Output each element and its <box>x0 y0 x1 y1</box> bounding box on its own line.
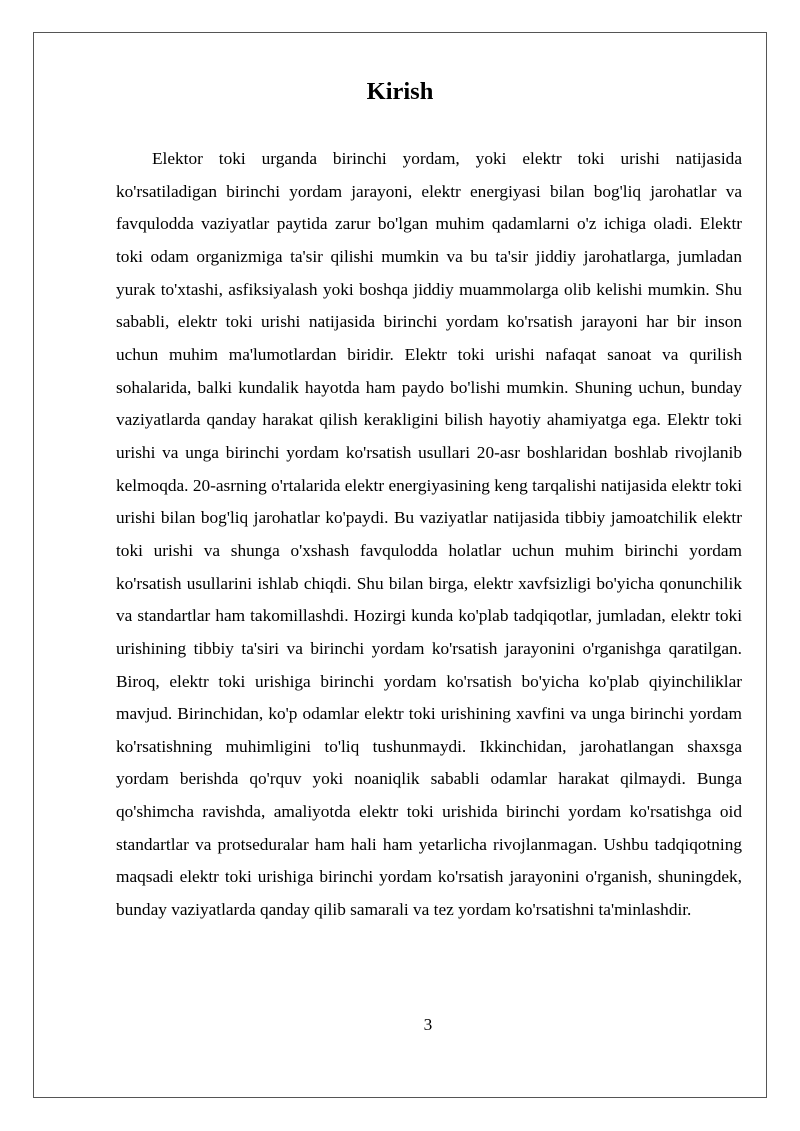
body-paragraph: Elektor toki urganda birinchi yordam, yoki elektr toki urishi natijasida ko'rsatiladigan birinchi yordam jarayoni, elektr energiyasi bilan bog'liq jarohatlar va favqulodda vaziyatlar paytida zarur bo'lgan muhim qadamlarni o'z ichiga oladi. Elektr toki odam organizmiga ta'sir qilishi mumkin va bu ta'sir jiddiy jarohatlarga, jumladan yurak to'xtashi, asfiksiyalash yoki boshqa jiddiy muammolarga olib kelishi mumkin. Shu sababli, elektr toki urishi natijasida birinchi yordam ko'rsatish jarayoni har bir inson uchun muhim ma'lumotlardan biridir. Elektr toki urishi nafaqat sanoat va qurilish sohalarida, balki kundalik hayotda ham paydo bo'lishi mumkin. Shuning uchun, bunday vaziyatlarda qanday harakat qilish kerakligini bilish hayotiy ahamiyatga ega. Elektr toki urishi va unga birinchi yordam ko'rsatish usullari 20-asr boshlaridan boshlab rivojlanib kelmoqda. 20-asrning o'rtalarida elektr energiyasining keng tarqalishi natijasida elektr toki urishi bilan bog'liq jarohatlar ko'paydi. Bu vaziyatlar natijasida tibbiy jamoatchilik elektr toki urishi va shunga o'xshash favqulodda holatlar uchun muhim birinchi yordam ko'rsatish usullarini ishlab chiqdi. Shu bilan birga, elektr xavfsizligi bo'yicha qonunchilik va standartlar ham takomillashdi. Hozirgi kunda ko'plab tadqiqotlar, jumladan, elektr toki urishining tibbiy ta'siri va birinchi yordam ko'rsatish jarayonini o'rganishga qaratilgan. Biroq, elektr toki urishiga birinchi yordam ko'rsatish bo'yicha ko'plab qiyinchiliklar mavjud. Birinchidan, ko'p odamlar elektr toki urishining xavfini va unga birinchi yordam ko'rsatishning muhimligini to'liq tushunmaydi. Ikkinchidan, jarohatlangan shaxsga yordam berishda qo'rquv yoki noaniqlik sababli odamlar harakat qilmaydi. Bunga qo'shimcha ravishda, amaliyotda elektr toki urishida birinchi yordam ko'rsatishga oid standartlar va protseduralar ham hali ham yetarlicha rivojlanmagan. Ushbu tadqiqotning maqsadi elektr toki urishiga birinchi yordam ko'rsatish jarayonini o'rganish, shuningdek, bunday vaziyatlarda qanday qilib samarali va tez yordam ko'rsatishni ta'minlashdir. <box>116 149 742 920</box>
page-title: Kirish <box>366 78 434 105</box>
page-number: 3 <box>423 1015 433 1034</box>
